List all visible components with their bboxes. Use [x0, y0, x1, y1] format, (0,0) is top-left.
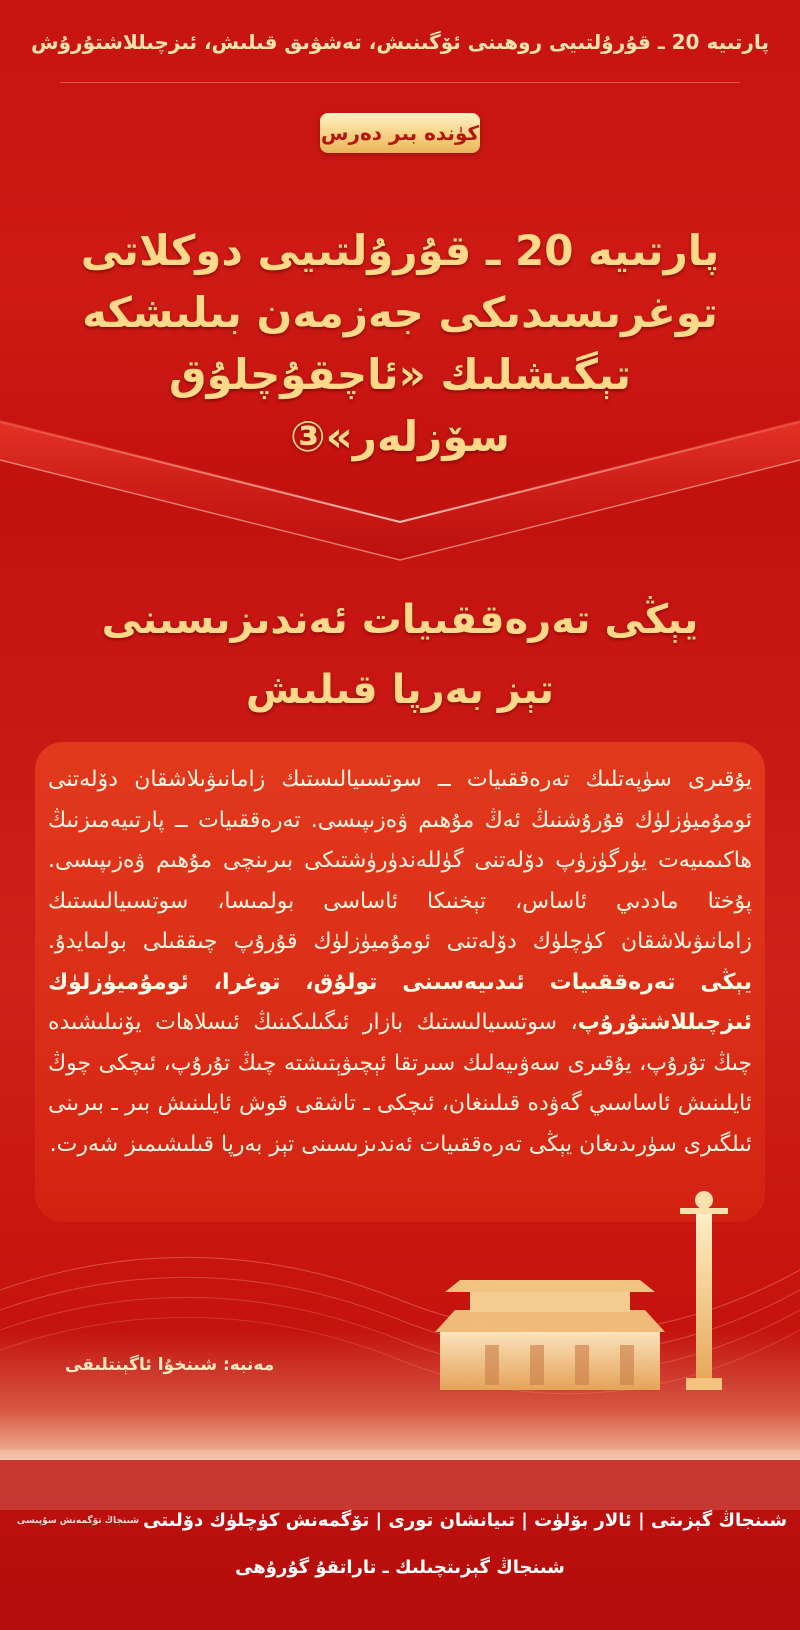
- body-paragraph: [48, 760, 752, 1165]
- tiananmen-gate-shape: [435, 1280, 665, 1390]
- subtitle-line: تېز بەرپا قىلىش: [245, 667, 555, 713]
- footer-publishers: [0, 1510, 800, 1531]
- section-subtitle: [60, 585, 740, 725]
- main-title-line: تېگىشلىك «ئاچقۇچلۇق سۆزلەر»③: [168, 350, 632, 461]
- top-divider: [60, 82, 740, 83]
- media-platform-logo: شىنجاڭ تۆگمەنش سۇپىسى: [16, 1516, 140, 1526]
- footer-publishers-text: شىنجاڭ گېزىتى | ئالار بۆلۈت | تىيانشان تورى | تۆگمەنش كۈچلۈك دۆلىتى: [143, 1510, 788, 1531]
- body-text-part: يۇقىرى سۈپەتلىك تەرەققىيات ــ سوتسىيالىستىك زامانىۋىلاشقان دۆلەتنى ئومۇميۈزلۈك قۇرۇشنىڭ ئەڭ مۇھىم ۋەزىپىسى. تەرەققىيات ــ پارتىيەمىزنىڭ ھاكىمىيەت يۈرگۈزۈپ دۆلەتنى گۈللەندۈرۈشتىكى بىرىنچى مۇھىم ۋەزىپىسى. پۇختا ماددىي ئاساس، تېخنىكا ئاساسى بولمىسا، سوتسىيالىستىك زامانىۋىلاشقان كۈچلۈك دۆلەتنى ئومۇميۈزلۈك قۇرۇپ چىققىلى بولمايدۇ.: [48, 767, 752, 954]
- subtitle-line: يېڭى تەرەققىيات ئەندىزىسىنى: [101, 597, 699, 643]
- main-title-line: پارتىيە 20 ـ قۇرۇلتىيى دوكلاتى: [80, 226, 720, 275]
- daily-lesson-badge: كۈندە بىر دەرس: [320, 113, 480, 153]
- main-title-line: توغرىسىدىكى جەزمەن بىلىشكە: [82, 288, 718, 337]
- tiananmen-landmark-illustration: [0, 1180, 800, 1510]
- photo-credit: مەنبە: شىنخۇا ئاگېنتلىقى: [65, 1355, 275, 1375]
- body-text-part: ، سوتسىيالىستىك بازار ئىگىلىكىنىڭ ئىسلاھات يۆنىلىشىدە چىڭ تۇرۇپ، يۇقىرى سەۋىيەلىك سىرتقا ئېچىۋېتىشتە چىڭ تۇرۇپ، ئىچكى چوڭ ئايلىنىش ئاساسىي گەۋدە قىلىنغان، ئىچكى ـ تاشقى قوش ئايلىنىش بىر ـ بىرىنى ئىلگىرى سۈرىدىغان يېڭى تەرەققىيات ئەندىزىسىنى تېز بەرپا قىلىشىمىز شەرت.: [48, 1010, 752, 1157]
- footer-organization: شىنجاڭ گېزىتچىلىك ـ تاراتقۇ گۇرۇھى: [235, 1557, 565, 1578]
- top-banner-text: پارتىيە 20 ـ قۇرۇلتىيى روھىنى ئۆگىنىش، تەشۋىق قىلىش، ئىزچىللاشتۇرۇش: [31, 30, 769, 54]
- body-highlight-text: يېڭى تەرەققىيات ئىدىيەسىنى تولۇق، توغرا، ئومۇميۈزلۈك ئىزچىللاشتۇرۇپ: [48, 969, 752, 1035]
- chevron-divider-decoration: [0, 420, 800, 580]
